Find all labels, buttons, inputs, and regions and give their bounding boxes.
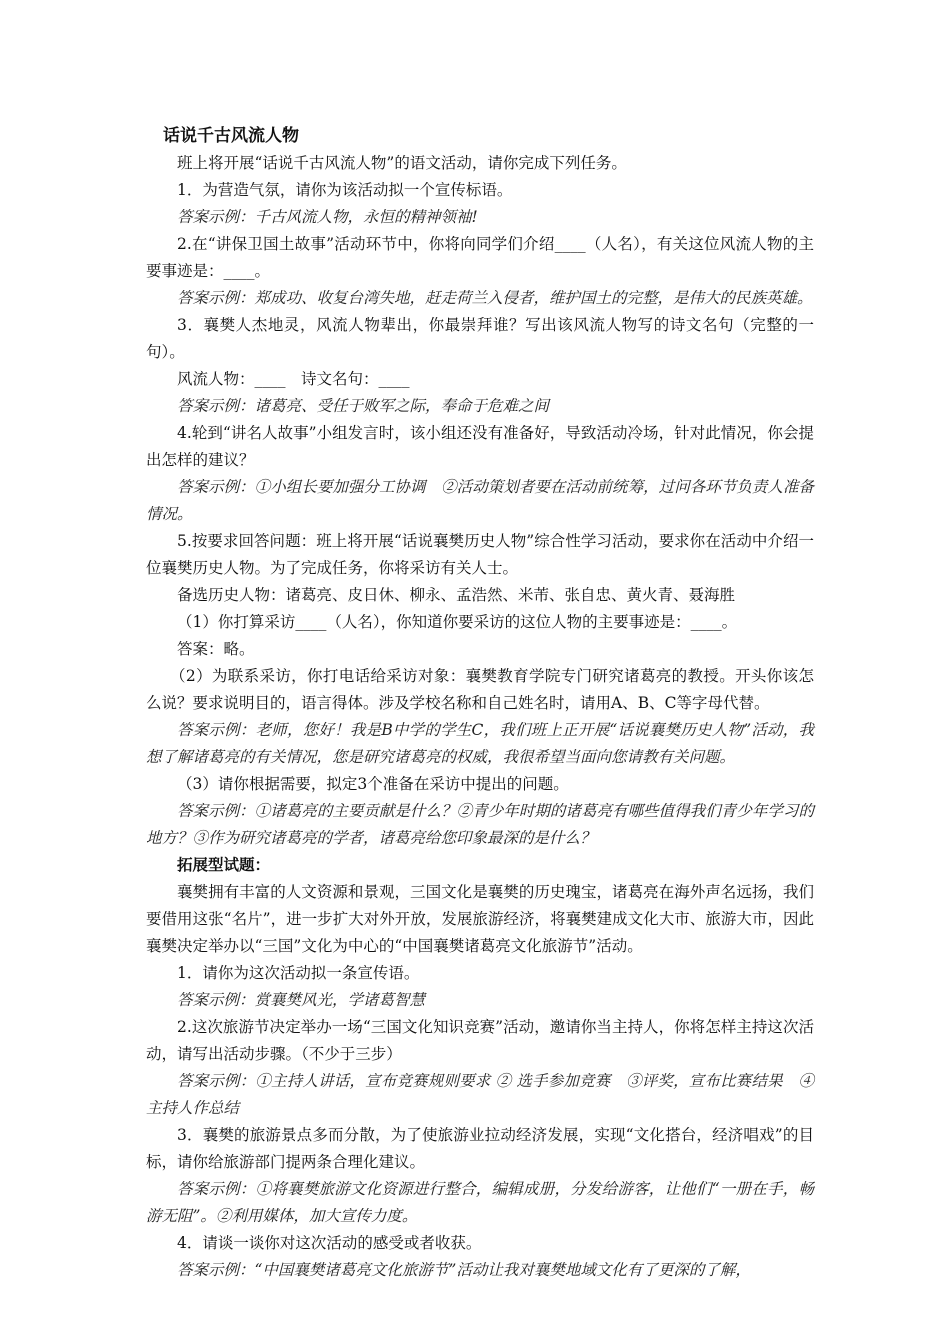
answer-paragraph: 答案示例：老师，您好！我是B中学的学生C，我们班上正开展“话说襄樊历史人物”活动，我想了解诸葛亮的有关情况，您是研究诸葛亮的权威，我很希望当面向您请教有关问题。 (146, 721, 814, 766)
question-paragraph: 2.这次旅游节决定举办一场“三国文化知识竞赛”活动，邀请你当主持人，你将怎样主持这次活动，请写出活动步骤。（不少于三步） (146, 1018, 814, 1063)
answer-paragraph: 答案示例：郑成功、收复台湾失地，赶走荷兰入侵者，维护国土的完整，是伟大的民族英雄。 (177, 289, 813, 307)
document-title: 话说千古风流人物 (163, 126, 299, 146)
question-paragraph: 4.轮到“讲名人故事”小组发言时，该小组还没有准备好，导致活动冷场，针对此情况，你会提出怎样的建议？ (146, 424, 814, 469)
answer-paragraph: 答案示例：诸葛亮、受任于败军之际，奉命于危难之间 (177, 397, 550, 415)
question-paragraph: 5.按要求回答问题：班上将开展“话说襄樊历史人物”综合性学习活动，要求你在活动中介绍一位襄樊历史人物。为了完成任务，你将采访有关人士。 (146, 532, 814, 577)
answer-paragraph: 答案示例：千古风流人物，永恒的精神领袖! (177, 208, 478, 226)
question-paragraph: 4．请谈一谈你对这次活动的感受或者收获。 (177, 1234, 482, 1252)
question-paragraph: （2）为联系采访，你打电话给采访对象：襄樊教育学院专门研究诸葛亮的教授。开头你该怎么说？要求说明目的，语言得体。涉及学校名称和自己姓名时，请用A、B、C等字母代替。 (146, 667, 814, 712)
question-paragraph: 2.在“讲保卫国土故事”活动环节中，你将向同学们介绍____（人名），有关这位风流人物的主要事迹是：____。 (146, 235, 814, 280)
question-paragraph: 3．襄樊人杰地灵，风流人物辈出，你最崇拜谁？写出该风流人物写的诗文名句（完整的一句）。 (146, 316, 814, 361)
extension-section (146, 879, 814, 1284)
question-section (146, 150, 814, 852)
question-paragraph: 1．为营造气氛，请你为该活动拟一个宣传标语。 (177, 181, 513, 199)
answer-paragraph: 答案示例：①主持人讲话，宣布竞赛规则要求 ② 选手参加竞赛 ③评奖，宣布比赛结果 ④ 主持人作总结 (146, 1072, 814, 1117)
extension-heading: 拓展型试题： (177, 856, 271, 874)
question-paragraph: （1）你打算采访____（人名），你知道你要采访的这位人物的主要事迹是：____。 (177, 613, 738, 631)
question-paragraph: 风流人物：____ 诗文名句：____ (177, 370, 410, 388)
question-paragraph: 襄樊拥有丰富的人文资源和景观，三国文化是襄樊的历史瑰宝，诸葛亮在海外声名远扬，我们要借用这张“名片”，进一步扩大对外开放，发展旅游经济，将襄樊建成文化大市、旅游大市，因此襄樊决定举办以“三国”文化为中心的“中国襄樊诸葛亮文化旅游节”活动。 (146, 883, 814, 955)
question-paragraph: 3．襄樊的旅游景点多而分散，为了使旅游业拉动经济发展，实现“文化搭台，经济唱戏”的目标，请你给旅游部门提两条合理化建议。 (146, 1126, 814, 1171)
answer-paragraph: 答案示例：①小组长要加强分工协调 ②活动策划者要在活动前统筹，过问各环节负责人准备情况。 (146, 478, 814, 523)
question-paragraph: 班上将开展“话说千古风流人物”的语文活动，请你完成下列任务。 (177, 154, 627, 172)
answer-paragraph: 答案示例：赏襄樊风光，学诸葛智慧 (177, 991, 426, 1009)
question-paragraph: 答案：略。 (177, 640, 255, 658)
question-paragraph: （3）请你根据需要，拟定3个准备在采访中提出的问题。 (177, 775, 569, 793)
answer-paragraph: 答案示例：①诸葛亮的主要贡献是什么？②青少年时期的诸葛亮有哪些值得我们青少年学习的地方？③作为研究诸葛亮的学者，诸葛亮给您印象最深的是什么？ (146, 802, 814, 847)
document-page (146, 122, 814, 1284)
question-paragraph: 备选历史人物：诸葛亮、皮日休、柳永、孟浩然、米芾、张自忠、黄火青、聂海胜 (177, 586, 736, 604)
answer-paragraph: 答案示例：①将襄樊旅游文化资源进行整合，编辑成册，分发给游客，让他们“一册在手，畅游无阻”。②利用媒体，加大宣传力度。 (146, 1180, 814, 1225)
question-paragraph: 1．请你为这次活动拟一条宣传语。 (177, 964, 420, 982)
answer-paragraph: 答案示例：“中国襄樊诸葛亮文化旅游节”活动让我对襄樊地域文化有了更深的了解， (177, 1261, 751, 1279)
